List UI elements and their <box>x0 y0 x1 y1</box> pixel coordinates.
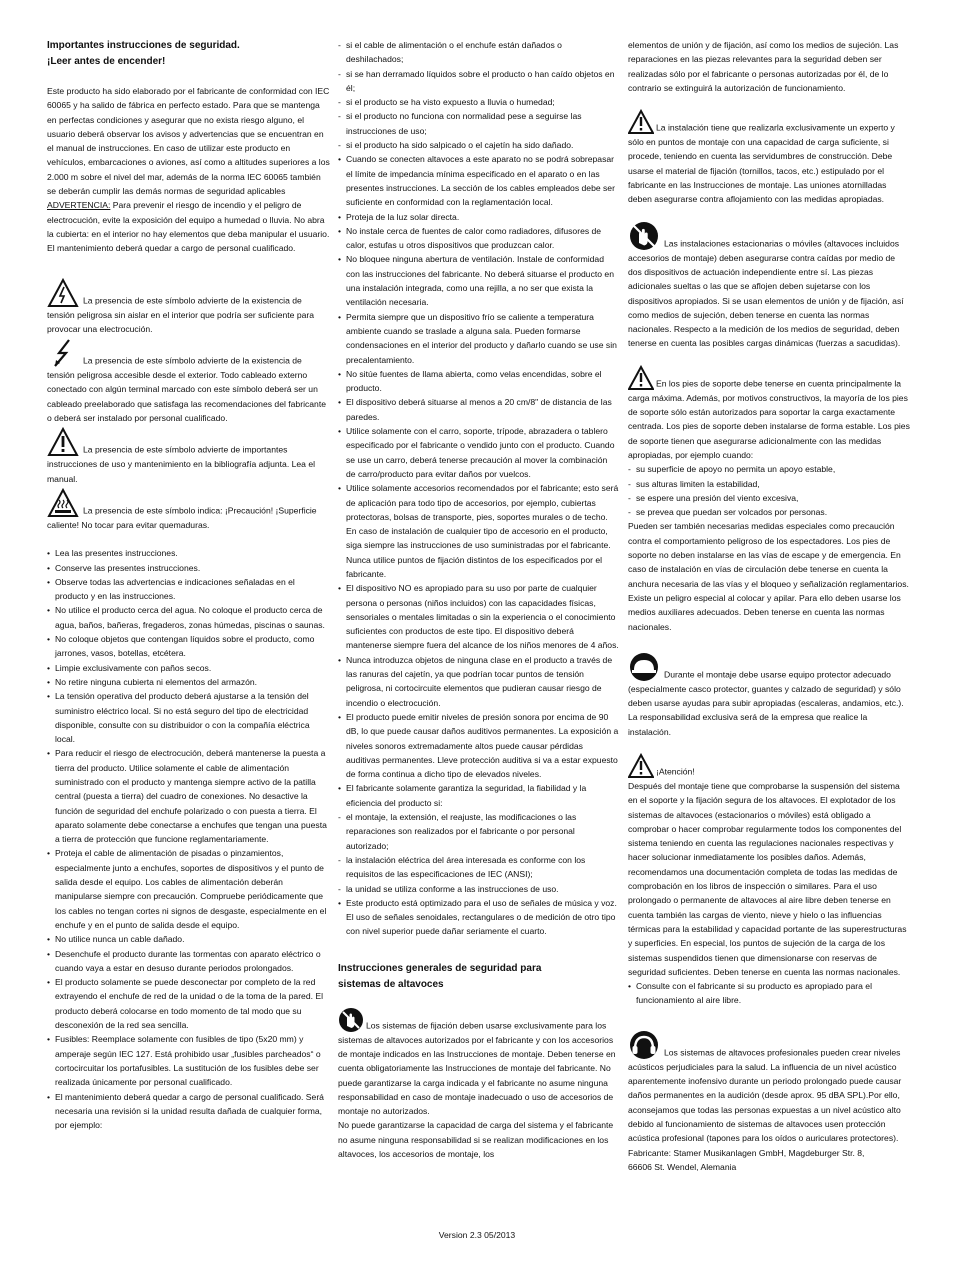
column-2 <box>338 38 619 1161</box>
list-item: • No sitúe fuentes de llama abierta, como velas encendidas, sobre el producto. <box>338 367 619 396</box>
column-1 <box>47 38 330 1132</box>
list-item: - el montaje, la extensión, el reajuste, las modificaciones o las reparaciones son realizados por el fabricante o por personal autorizado; <box>338 810 619 853</box>
symbol-note-terminal: La presencia de este símbolo advierte de la existencia de tensión peligrosa accesible desde el exterior. Todo cableado externo conectado con algún terminal marcado con este símbolo deberá ser un cableado preelaborado que satisfaga las recomendaciones del fabricante o deberá ser instalado por personal cualificado. <box>47 338 330 425</box>
symbol-note-manual: La presencia de este símbolo advierte de importantes instrucciones de uso y mantenimiento en la bibliografía adjunta. Lea el manual. <box>47 427 330 486</box>
list-item: • El producto solamente se puede desconectar por completo de la red extrayendo el enchufe de red de la unidad o de la toma de la pared. El producto deberá colocarse en todo momento de tal modo que su desconexión de la red sea sencilla. <box>47 975 330 1032</box>
manufacturer-line-1: Fabricante: Stamer Musikanlagen GmbH, Magdeburger Str. 8, <box>628 1147 865 1158</box>
measures-paragraph: Pueden ser también necesarias medidas especiales como precaución contra el comportamiento peligroso de los espectadores. Los pies de soporte no deben instalarse en las vías de escape y de emergencia. En caso de instalación en vías de circulación debe tenerse en cuenta la anchura necesaria de las vías y el bloqueo y señalización reglamentarios. Existe un peligro especial al colocar y apilar. Para ello deben usarse los medios auxiliares adecuados. Deben tenerse en cuenta las normas nacionales. <box>628 521 909 632</box>
list-item: - la instalación eléctrica del área interesada es conforme con los requisitos de las especificaciones de IEC (ANSI); <box>338 853 619 882</box>
list-item: • Nunca introduzca objetos de ninguna clase en el producto a través de las ranuras del cajetín, ya que podrían tocar puntos de tensión peligrosa, ni cortocircuite elementos que pudieran causar riesgo de incendio o electrocución. <box>338 653 619 710</box>
manufacturer-line-2: 66606 St. Wendel, Alemania <box>628 1161 737 1172</box>
list-item: - se espere una presión del viento excesiva, <box>628 491 910 505</box>
exclamation-warning-icon <box>628 365 654 391</box>
inspection-paragraph: Después del montaje tiene que comprobarse la suspensión del sistema en el soporte y la fijación segura de los altavoces. El explotador de los sistemas de altavoces (estacionarios o móviles) está obligado a comprobar o hacer comprobar regularmente todos los componentes del sistema teniendo en cuenta las regulaciones nacionales respectivas y hacer solucionar inmediatamente los posibles daños. Además, recomendamos una documentación completa de todas las medidas de comprobación en los libros de inspección o similares. Para el uso prolongado o permanente de altavoces al aire libre deben tenerse en cuenta también las cargas de viento, nieve y hielo o las influencias térmicas para la estabilidad y capacidad portante de las superestructuras y superficies. En especial, los puntos de sujeción de la carga de los sistemas suspendidos tienen que dimensionarse con reservas de seguridad suficientes. Deben tenerse en cuenta las normas nacionales. <box>628 780 907 977</box>
list-item: • Proteja el cable de alimentación de pisadas o pinzamientos, especialmente junto a enchufes, soportes de dispositivos y el punto de salida desde el equipo. Los cables de alimentación deberán manipularse siempre con precaución. Compruebe periódicamente que los cables no tengan cortes ni signos de desgaste, especialmente en el enchufe y en el punto de salida desde el equipo. <box>47 846 330 932</box>
list-item: • Para reducir el riesgo de electrocución, deberá mantenerse la puesta a tierra del producto. Utilice solamente el cable de alimentación suministrado con el producto y mantenga siempre activo de la patilla central (puesta a tierra) del cuadro de conexiones. No desactive la función de seguridad del enchufe polarizado o con puesta a tierra. El aparato solamente debe conectarse a enchufes que tengan una puesta a tierra de protección que funcione reglamentariamente. <box>47 746 330 846</box>
repair-paragraph: elementos de unión y de fijación, así como los medios de sujeción. Las reparaciones en las piezas relevantes para la seguridad deben ser realizadas sólo por el fabricante o personas autorizadas por él, de lo contrario se extinguirá la autorización de funcionamiento. <box>628 40 899 93</box>
speaker-section-heading: Instrucciones generales de seguridad para <box>338 962 542 974</box>
list-item: • No bloquee ninguna abertura de ventilación. Instale de conformidad con las instrucciones del fabricante. No deberá situarse el producto en una instalación integrada, como una rejilla, a no ser que exista la ventilación necesaria. <box>338 252 619 309</box>
symbol-note-voltage: La presencia de este símbolo advierte de la existencia de tensión peligrosa sin aislar en el interior que podría ser suficiente para provocar una electrocución. <box>47 278 330 337</box>
damage-dash-list <box>338 38 619 152</box>
safety-title: Importantes instrucciones de seguridad. <box>47 40 240 51</box>
intro-paragraph: Este producto ha sido elaborado por el fabricante de conformidad con IEC 60065 y ha salido de fábrica en perfecto estado. Para que se mantenga en perfectas condiciones y asegurar que no exista riesgo alguno, el usuario deberá observar los avisos y advertencias que se encuentran en el manual de instrucciones. En caso de utilizar este producto en vehículos, embarcaciones o aviones, así como a altitudes superiores a los 2.000 m sobre el nivel del mar, además de la norma IEC 60065 también se deberán cumplir las demás normas de seguridad aplicables <box>47 86 330 197</box>
list-item: • El dispositivo NO es apropiado para su uso por parte de cualquier persona o personas (niños incluidos) con las capacidades físicas, sensoriales o mentales limitadas o sin la experiencia o el conocimiento suficientes con productos de este tipo. El dispositivo deberá mantenerse siempre fuera del alcance de los niños menores de 4 años. <box>338 581 619 652</box>
list-item: • Cuando se conecten altavoces a este aparato no se podrá sobrepasar el límite de impedancia mínima especificado en el aparato o en las presentes instrucciones. La sección de los cables empleados debe ser suficiente en conformidad con la reglamentación local. <box>338 152 619 209</box>
column-3 <box>628 38 910 1174</box>
list-item: - se prevea que puedan ser volcados por personas. <box>628 505 910 519</box>
list-item: • Lea las presentes instrucciones. <box>47 546 330 560</box>
list-item: • Observe todas las advertencias e indicaciones señaladas en el producto y en las instrucciones. <box>47 575 330 604</box>
version-footer: Version 2.3 05/2013 <box>438 1230 516 1240</box>
safety-bullet-list-2 <box>338 152 619 810</box>
symbol-note-hot-surface: La presencia de este símbolo indica: ¡Precaución! ¡Superficie caliente! No tocar para evitar quemaduras. <box>47 488 330 532</box>
list-item: • Consulte con el fabricante si su producto es apropiado para el funcionamiento al aire libre. <box>628 979 910 1008</box>
safety-bullet-list <box>47 546 330 1132</box>
hot-surface-icon <box>47 488 79 518</box>
stand-paragraph: En los pies de soporte debe tenerse en cuenta principalmente la carga máxima. Además, por motivos constructivos, la mayoría de los pies de soporte sólo están autorizados para soportar la carga exactamente centrada. Los pies de soporte deben instalarse de forma estable. Los pies de soporte tienen que asegurarse adicionalmente con las medidas apropiadas, por ejemplo cuando: <box>628 365 910 462</box>
no-hand-icon <box>628 221 660 251</box>
list-item: • No coloque objetos que contengan líquidos sobre el producto, como jarrones, vasos, botellas, etcétera. <box>47 632 330 661</box>
safety-helmet-icon <box>628 652 660 682</box>
exclamation-warning-icon <box>47 427 79 457</box>
stand-dash-list <box>628 462 910 519</box>
list-item: - si el producto no funciona con normalidad pese a seguirse las instrucciones de uso; <box>338 109 619 138</box>
attention-line: ¡Atención! <box>628 753 910 779</box>
list-item: • Este producto está optimizado para el uso de señales de música y voz. El uso de señales senoidales, rectangulares o de medición de otro tipo con nivel superior puede dañar seriamente el cuarto. <box>338 896 619 939</box>
list-item: • El fabricante solamente garantiza la seguridad, la fiabilidad y la eficiencia del producto si: <box>338 781 619 810</box>
signal-bullet-list <box>338 896 619 939</box>
list-item: - la unidad se utiliza conforme a las instrucciones de uso. <box>338 882 619 896</box>
installation-paragraph: La instalación tiene que realizarla exclusivamente un experto y sólo en puntos de montaje con una capacidad de carga suficiente, si procede, teniendo en cuenta las servidumbres de construcción. Debe usarse el material de fijación (tornillos, tacos, etc.) estipulado por el fabricante en las Instrucciones de montaje. Las uniones atornilladas deben asegurarse contra aflojamiento con las medidas apropiadas. <box>628 109 910 206</box>
list-item: - su superficie de apoyo no permita un apoyo estable, <box>628 462 910 476</box>
safety-subtitle: ¡Leer antes de encender! <box>47 56 166 67</box>
list-item: • Conserve las presentes instrucciones. <box>47 561 330 575</box>
warning-label: ADVERTENCIA: <box>47 200 111 211</box>
list-item: • No retire ninguna cubierta ni elementos del armazón. <box>47 675 330 689</box>
exclamation-warning-icon <box>628 109 654 135</box>
fall-protection-paragraph: Las instalaciones estacionarias o móviles (altavoces incluidos accesorios de montaje) deben asegurarse contra caídas por medio de dos dispositivos de actuación independiente entre sí. Las piezas adicionales sueltas o las que se aflojen deben sujetarse con los dispositivos apropiados. Si se usan elementos de unión y de fijación, así como medios de sujeción, deben tenerse en cuenta las normas nacionales. Respecto a la medición de los medios de seguridad, deben tenerse en cuenta las posibles cargas dinámicas (fuerzas a sacudidas). <box>628 221 910 351</box>
list-item: - si el producto se ha visto expuesto a lluvia o humedad; <box>338 95 619 109</box>
list-item: • El dispositivo deberá situarse al menos a 20 cm/8" de distancia de las paredes. <box>338 395 619 424</box>
list-item: • Utilice solamente accesorios recomendados por el fabricante; esto será de aplicación para todo tipo de accesorios, por ejemplo, cubiertas protectoras, bolsas de transporte, pies, soportes murales o de techo. En caso de instalación de cualquier tipo de accesorio en el producto, siga siempre las instrucciones de uso suministradas por el fabricante. Nunca utilice puntos de fijación distintos de los especificados por el fabricante. <box>338 481 619 581</box>
fixing-paragraph: Los sistemas de fijación deben usarse exclusivamente para los sistemas de altavoces autorizados por el fabricante y con los accesorios de montaje indicados en las Instrucciones de montaje. Deben tenerse en cuenta obligatoriamente las Instrucciones de montaje del fabricante. No puede garantizarse la carga indicada y el fabricante no asume ninguna responsabilidad en caso de montaje inadecuado o uso de accesorios de montaje no autorizados. <box>338 1007 619 1119</box>
list-item: • Permita siempre que un dispositivo frío se caliente a temperatura ambiente cuando se traslade a alguna sala. Pueden formarse condensaciones en el interior del producto y dañarlo cuando se use sin precalentamiento. <box>338 310 619 367</box>
list-item: • No utilice el producto cerca del agua. No coloque el producto cerca de agua, baños, bañeras, fregaderos, zonas húmedas, piscinas o saunas. <box>47 603 330 632</box>
exclamation-warning-icon <box>628 753 654 779</box>
warning-paragraph <box>47 198 330 255</box>
outdoor-bullet-list <box>628 979 910 1008</box>
list-item: • Utilice solamente con el carro, soporte, trípode, abrazadera o tablero especificado por el fabricante o vendido junto con el producto. Cuando se use un carro, deberá tenerse precaución al mover la combinación de carro/producto para evitar daños por vuelcos. <box>338 424 619 481</box>
hearing-paragraph: Los sistemas de altavoces profesionales pueden crear niveles acústicos perjudiciales para la salud. La influencia de un nivel acústico aparentemente inofensivo durante un periodo prolongado puede causar daños permanentes en la audición (desde aprox. 95 dBA SPL).Por ello, aconsejamos que todas las personas expuestas a un nivel acústico alto debido al funcionamiento de sistemas de altavoces usen protección acústica profesional (tapones para los oídos o auriculares protectores). <box>628 1030 910 1146</box>
list-item: - sus alturas limiten la estabilidad, <box>628 477 910 491</box>
list-item: • No utilice nunca un cable dañado. <box>47 932 330 946</box>
protective-equipment-paragraph: Durante el montaje debe usarse equipo protector adecuado (especialmente casco protector, guantes y calzado de seguridad) y sólo deben usarse ayudas para subir apropiadas (escaleras, andamios, etc.). La responsabilidad exclusiva será de la empresa que realice la instalación. <box>628 652 910 739</box>
speaker-section-heading-2: sistemas de altavoces <box>338 978 444 990</box>
list-item: • El mantenimiento deberá quedar a cargo de personal cualificado. Será necesaria una revisión si la unidad resulta dañada de cualquier forma, por ejemplo: <box>47 1090 330 1133</box>
lightning-warning-icon <box>47 278 79 308</box>
list-item: • Limpie exclusivamente con paños secos. <box>47 661 330 675</box>
list-item: • La tensión operativa del producto deberá ajustarse a la tensión del suministro eléctrico local. Si no está seguro del tipo de electricidad disponible, consulte con su distribuidor o con la compañía eléctrica local. <box>47 689 330 746</box>
list-item: - si el cable de alimentación o el enchufe están dañados o deshilachados; <box>338 38 619 67</box>
list-item: • Proteja de la luz solar directa. <box>338 210 619 224</box>
load-paragraph: No puede garantizarse la capacidad de carga del sistema y el fabricante no asume ninguna responsabilidad si se realizan modificaciones en los altavoces, los accesorios de montaje, los <box>338 1120 614 1160</box>
list-item: - si se han derramado líquidos sobre el producto o han caído objetos en él; <box>338 67 619 96</box>
list-item: - si el producto ha sido salpicado o el cajetín ha sido dañado. <box>338 138 619 152</box>
list-item: • No instale cerca de fuentes de calor como radiadores, difusores de calor, estufas u otros dispositivos que produzcan calor. <box>338 224 619 253</box>
list-item: • Desenchufe el producto durante las tormentas con aparato eléctrico o cuando vaya a estar en desuso durante periodos prolongados. <box>47 947 330 976</box>
warranty-dash-list <box>338 810 619 896</box>
list-item: • El producto puede emitir niveles de presión sonora por encima de 90 dB, lo que puede causar daños auditivos permanentes. La exposición a niveles sonoros extremadamente altos puede causar pérdidas auditivas permanentes. Lleve protección auditiva si va a estar expuesto de forma continua a dicho tipo de elevados niveles. <box>338 710 619 781</box>
list-item: • Fusibles: Reemplace solamente con fusibles de tipo (5x20 mm) y amperaje según IEC 127. Está prohibido usar „fusibles parcheados“ o cortocircuitar los portafusibles. La sustitución de los fusibles debe ser realizada únicamente por personal cualificado. <box>47 1032 330 1089</box>
ear-protection-icon <box>628 1030 660 1060</box>
lightning-bolt-icon <box>47 338 79 368</box>
warning-text: Para prevenir el riesgo de incendio y el peligro de electrocución, evite la exposición del equipo a humedad o lluvia. No abra la cubierta: en el interior no hay elementos que deba manipular el usuario. El mantenimiento deberá quedar a cargo de personal cualificado. <box>47 200 330 254</box>
no-hand-icon <box>338 1007 364 1033</box>
